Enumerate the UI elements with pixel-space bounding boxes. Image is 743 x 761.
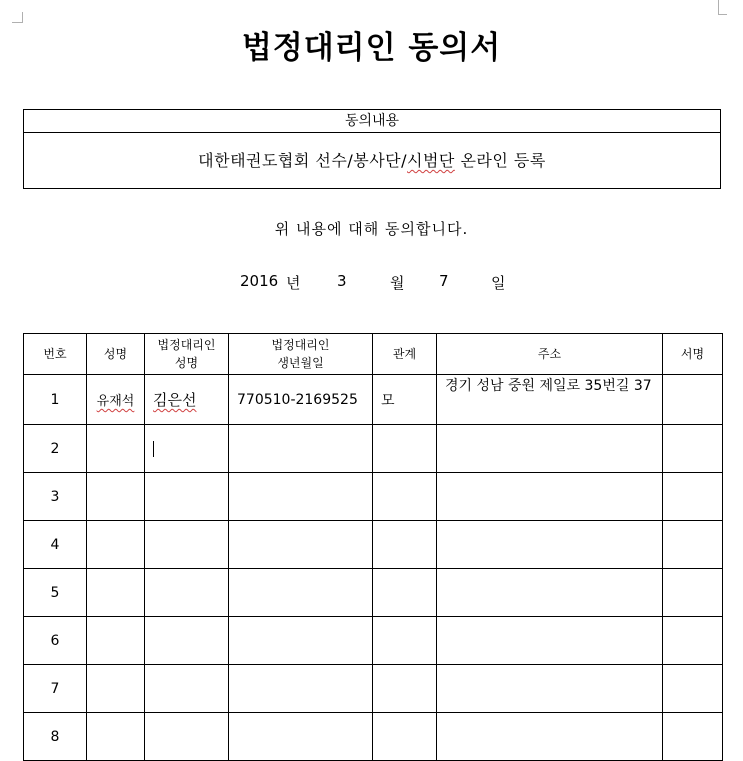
date-year[interactable]: 2016 bbox=[240, 272, 279, 290]
text-cursor bbox=[153, 441, 154, 457]
header-signature: 서명 bbox=[663, 334, 723, 375]
cell-guardian-birth[interactable]: 770510-2169525 bbox=[229, 375, 373, 425]
cell-name-text: 유재석 bbox=[96, 394, 135, 409]
table-header-row bbox=[24, 334, 723, 375]
table-row bbox=[24, 665, 723, 713]
cell-name[interactable] bbox=[87, 617, 145, 665]
table-row bbox=[24, 713, 723, 761]
date-day[interactable]: 7 bbox=[439, 272, 449, 290]
cell-guardian-birth[interactable] bbox=[229, 473, 373, 521]
cell-number[interactable]: 4 bbox=[24, 521, 87, 569]
cell-name[interactable] bbox=[87, 713, 145, 761]
header-address: 주소 bbox=[437, 334, 663, 375]
table-row bbox=[24, 375, 723, 425]
cell-guardian-name[interactable] bbox=[145, 425, 229, 473]
cell-signature[interactable] bbox=[663, 425, 723, 473]
header-guardian-name-line1: 법정대리인 bbox=[157, 338, 216, 352]
consent-body-suffix: 온라인 등록 bbox=[454, 151, 546, 170]
cell-guardian-name[interactable] bbox=[145, 713, 229, 761]
date-day-unit: 일 bbox=[491, 274, 506, 292]
cell-address[interactable] bbox=[437, 617, 663, 665]
cell-guardian-name[interactable] bbox=[145, 665, 229, 713]
cell-guardian-birth[interactable] bbox=[229, 569, 373, 617]
cell-address[interactable] bbox=[437, 473, 663, 521]
consent-body-spellcheck-word: 시범단 bbox=[407, 151, 455, 170]
cell-guardian-name[interactable] bbox=[145, 521, 229, 569]
cell-guardian-name[interactable] bbox=[145, 473, 229, 521]
header-guardian-name bbox=[145, 334, 229, 375]
cell-relation[interactable] bbox=[373, 713, 437, 761]
table-row bbox=[24, 617, 723, 665]
cell-address[interactable] bbox=[437, 713, 663, 761]
consent-body-prefix: 대한태권도협회 선수/봉사단/ bbox=[198, 151, 407, 170]
cell-signature[interactable] bbox=[663, 665, 723, 713]
cell-signature[interactable] bbox=[663, 375, 723, 425]
consent-box bbox=[23, 109, 721, 189]
cell-relation[interactable] bbox=[373, 521, 437, 569]
header-guardian-name-line2: 성명 bbox=[174, 356, 199, 370]
cell-name[interactable] bbox=[87, 569, 145, 617]
date-year-unit: 년 bbox=[286, 274, 301, 292]
cell-guardian-birth[interactable] bbox=[229, 425, 373, 473]
cell-relation[interactable] bbox=[373, 473, 437, 521]
table-row bbox=[24, 473, 723, 521]
table-row bbox=[24, 425, 723, 473]
cell-guardian-name[interactable] bbox=[145, 569, 229, 617]
cell-guardian-birth[interactable] bbox=[229, 713, 373, 761]
cell-relation[interactable] bbox=[373, 665, 437, 713]
cell-relation[interactable] bbox=[373, 617, 437, 665]
page-corner-marker-top-right bbox=[718, 0, 727, 15]
header-guardian-birth-line1: 법정대리인 bbox=[271, 338, 330, 352]
cell-name[interactable] bbox=[87, 521, 145, 569]
cell-guardian-birth[interactable] bbox=[229, 665, 373, 713]
agreement-statement[interactable]: 위 내용에 대해 동의합니다. bbox=[274, 220, 469, 238]
consent-body[interactable] bbox=[24, 133, 720, 189]
document-title[interactable]: 법정대리인 동의서 bbox=[241, 30, 502, 66]
cell-signature[interactable] bbox=[663, 713, 723, 761]
cell-number[interactable]: 1 bbox=[24, 375, 87, 425]
cell-name[interactable] bbox=[87, 425, 145, 473]
cell-address[interactable] bbox=[437, 569, 663, 617]
cell-guardian-name[interactable] bbox=[145, 375, 229, 425]
header-relation: 관계 bbox=[373, 334, 437, 375]
header-guardian-birth-line2: 생년월일 bbox=[277, 356, 324, 370]
table-row bbox=[24, 521, 723, 569]
cell-number[interactable]: 2 bbox=[24, 425, 87, 473]
cell-number[interactable]: 3 bbox=[24, 473, 87, 521]
cell-relation[interactable] bbox=[373, 569, 437, 617]
header-guardian-birth bbox=[229, 334, 373, 375]
cell-name[interactable] bbox=[87, 375, 145, 425]
cell-address[interactable] bbox=[437, 521, 663, 569]
cell-number[interactable]: 6 bbox=[24, 617, 87, 665]
cell-guardian-birth[interactable] bbox=[229, 521, 373, 569]
cell-guardian-birth[interactable] bbox=[229, 617, 373, 665]
cell-number[interactable]: 8 bbox=[24, 713, 87, 761]
cell-address[interactable] bbox=[437, 665, 663, 713]
date-month-unit: 월 bbox=[390, 274, 405, 292]
header-number: 번호 bbox=[24, 334, 87, 375]
cell-guardian-name[interactable] bbox=[145, 617, 229, 665]
cell-number[interactable]: 5 bbox=[24, 569, 87, 617]
cell-name[interactable] bbox=[87, 665, 145, 713]
consent-header[interactable]: 동의내용 bbox=[24, 110, 720, 133]
cell-signature[interactable] bbox=[663, 617, 723, 665]
cell-guardian-name-text: 김은선 bbox=[153, 391, 197, 409]
date-month[interactable]: 3 bbox=[337, 272, 347, 290]
cell-signature[interactable] bbox=[663, 569, 723, 617]
table-row bbox=[24, 569, 723, 617]
cell-relation[interactable]: 모 bbox=[373, 375, 437, 425]
cell-name[interactable] bbox=[87, 473, 145, 521]
cell-address[interactable]: 경기 성남 중원 제일로 35번길 37 bbox=[437, 375, 663, 425]
cell-relation[interactable] bbox=[373, 425, 437, 473]
cell-signature[interactable] bbox=[663, 521, 723, 569]
header-name: 성명 bbox=[87, 334, 145, 375]
cell-address[interactable] bbox=[437, 425, 663, 473]
cell-number[interactable]: 7 bbox=[24, 665, 87, 713]
cell-signature[interactable] bbox=[663, 473, 723, 521]
guardian-table bbox=[23, 333, 723, 761]
